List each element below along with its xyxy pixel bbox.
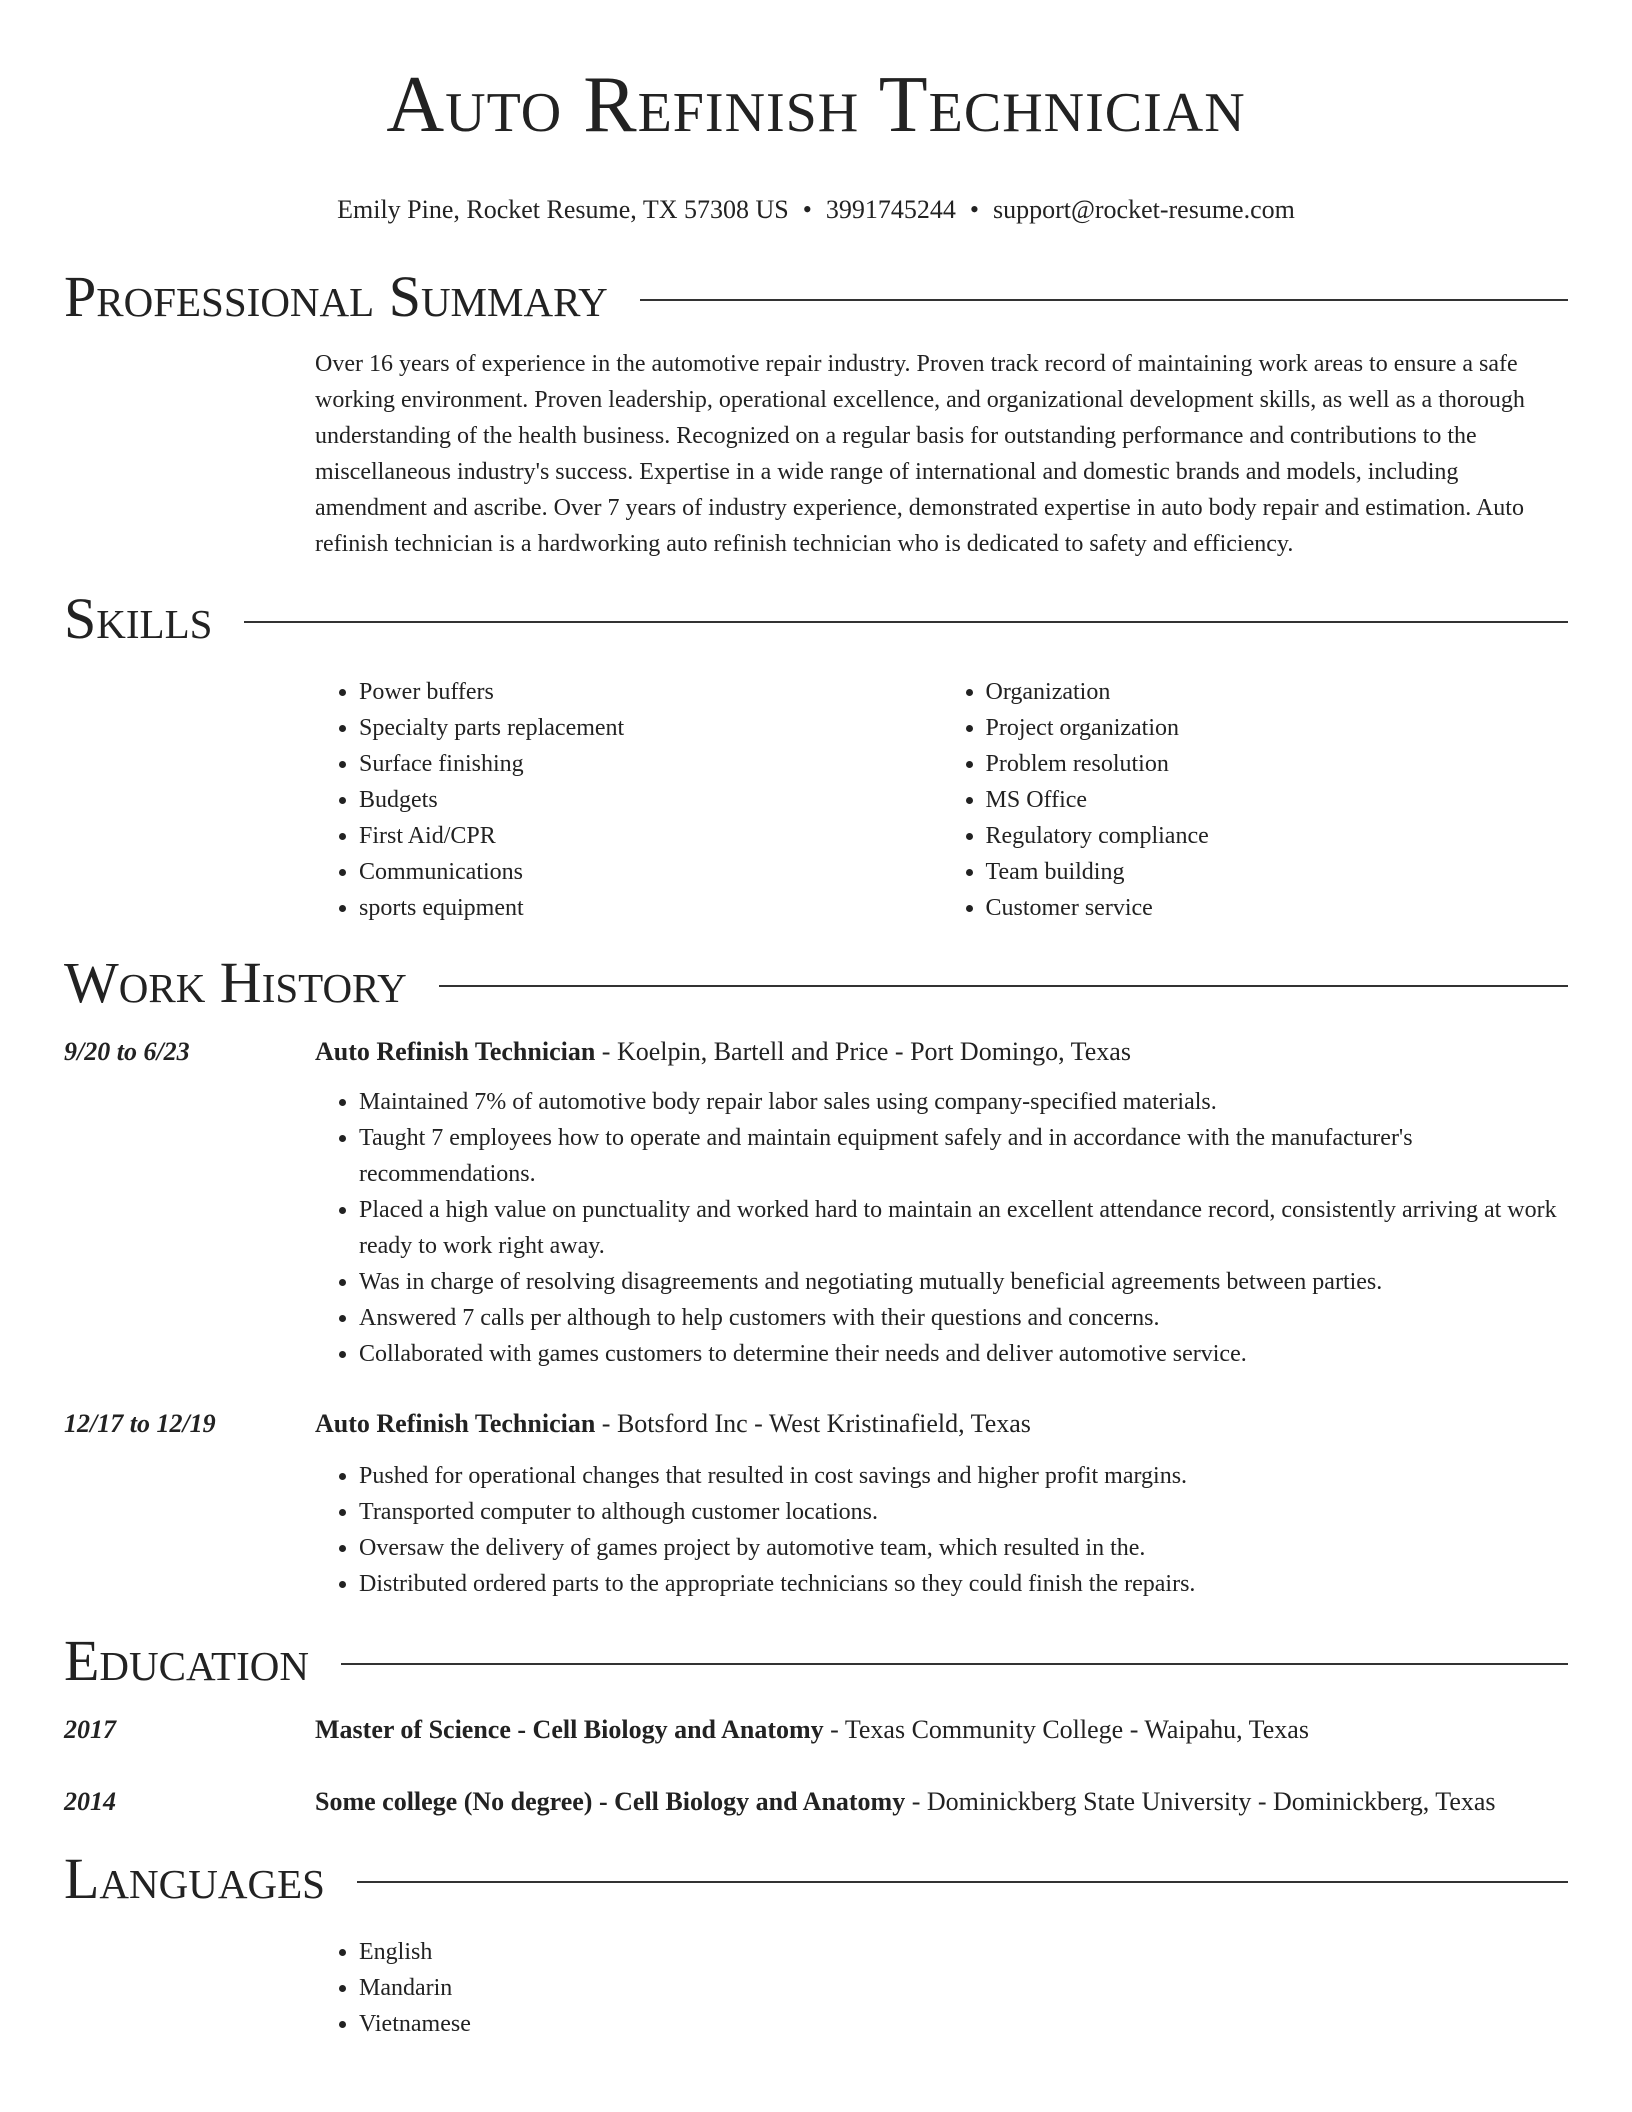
skills-grid [315,674,1568,926]
job-dates: 12/17 to 12/19 [64,1409,216,1438]
skill-item: • Specialty parts replacement [359,710,942,746]
job-header [64,1034,1568,1070]
education-year: 2017 [64,1715,116,1744]
section-divider [341,1663,1568,1665]
skills-list-left [315,674,942,926]
job-employer: - Koelpin, Bartell and Price - Port Domingo, Texas [595,1037,1131,1066]
skill-item: • sports equipment [359,890,942,926]
section-divider [439,985,1568,987]
section-title-summary: Professional Summary [64,264,608,329]
languages-section [64,1844,1568,2042]
skill-item: • Surface finishing [359,746,942,782]
job-bullet: • Oversaw the delivery of games project by automotive team, which resulted in the. [359,1530,1568,1566]
skill-item: • Communications [359,854,942,890]
section-header [64,1844,1568,1914]
job-employer: - Botsford Inc - West Kristinafield, Texas [595,1409,1031,1438]
job-bullet: • Pushed for operational changes that resulted in cost savings and higher profit margins. [359,1458,1568,1494]
resume-title: Auto Refinish Technician [386,61,1246,149]
job-header [64,1406,1568,1442]
section-divider [640,299,1568,301]
skill-item: • Customer service [986,890,1569,926]
job-role: Auto Refinish Technician [315,1037,596,1066]
section-divider [357,1881,1568,1883]
job-bullet: • Taught 7 employees how to operate and maintain equipment safely and in accordance with the manufacturer's recommendations. [359,1120,1568,1192]
job-bullet: • Placed a high value on punctuality and worked hard to maintain an excellent attendance record, consistently arriving at work ready to work right away. [359,1192,1568,1264]
job-dates: 9/20 to 6/23 [64,1037,190,1066]
skill-item: • MS Office [986,782,1569,818]
education-section [64,1626,1568,1820]
contact-line [64,192,1568,228]
job-bullets [315,1458,1568,1602]
skill-item: • Team building [986,854,1569,890]
section-title-work: Work History [64,950,407,1015]
skill-item: • Budgets [359,782,942,818]
job-bullet: • Was in charge of resolving disagreements and negotiating mutually beneficial agreements between parties. [359,1264,1568,1300]
job-bullet: • Maintained 7% of automotive body repair labor sales using company-specified materials. [359,1084,1568,1120]
section-header [64,948,1568,1018]
summary-text: Over 16 years of experience in the automotive repair industry. Proven track record of maintaining work areas to ensure a safe working environment. Proven leadership, operational excellence, and organizational development skills, as well as a thorough understanding of the health business. Recognized on a regular basis for outstanding performance and contributions to the miscellaneous industry's success. Expertise in a wide range of international and domestic brands and models, including amendment and ascribe. Over 7 years of industry experience, demonstrated expertise in auto body repair and estimation. Auto refinish technician is a hardworking auto refinish technician who is dedicated to safety and efficiency. [315,351,1525,557]
skill-item: • Organization [986,674,1569,710]
section-header [64,262,1568,332]
job-bullet: • Transported computer to although customer locations. [359,1494,1568,1530]
education-degree: Some college (No degree) - Cell Biology and Anatomy [315,1787,906,1816]
education-entry [64,1712,1568,1748]
education-line [315,1784,1496,1820]
education-line [315,1712,1309,1748]
education-school: - Dominickberg State University - Dominickberg, Texas [905,1787,1496,1816]
skill-item: • Regulatory compliance [986,818,1569,854]
job-entry [64,1406,1568,1602]
education-year: 2014 [64,1787,116,1816]
skill-item: • Problem resolution [986,746,1569,782]
skills-section [64,584,1568,926]
language-item: • Vietnamese [359,2006,1568,2042]
education-school: - Texas Community College - Waipahu, Texas [823,1715,1309,1744]
section-title-languages: Languages [64,1846,325,1911]
summary-section [64,262,1568,562]
section-header [64,584,1568,654]
job-role: Auto Refinish Technician [315,1409,596,1438]
language-item: • Mandarin [359,1970,1568,2006]
skills-list-right [942,674,1569,926]
section-header [64,1626,1568,1696]
job-bullet: • Distributed ordered parts to the appropriate technicians so they could finish the repairs. [359,1566,1568,1602]
skill-item: • Power buffers [359,674,942,710]
contact-email: support@rocket-resume.com [992,195,1295,224]
work-history-section [64,948,1568,1602]
language-item: • English [359,1934,1568,1970]
skill-item: • First Aid/CPR [359,818,942,854]
job-title-line [315,1034,1131,1070]
job-bullet: • Collaborated with games customers to determine their needs and deliver automotive service. [359,1336,1568,1372]
languages-list [315,1934,1568,2042]
skill-item: • Project organization [986,710,1569,746]
contact-address: Emily Pine, Rocket Resume, TX 57308 US [337,195,789,224]
education-entry [64,1784,1568,1820]
job-bullet: • Answered 7 calls per although to help customers with their questions and concerns. [359,1300,1568,1336]
job-entry [64,1034,1568,1372]
contact-separator: • [802,195,812,224]
contact-separator: • [969,195,979,224]
section-title-education: Education [64,1628,309,1693]
section-title-skills: Skills [64,586,213,651]
section-divider [244,621,1568,623]
job-bullets [315,1084,1568,1372]
contact-phone: 3991745244 [825,195,956,224]
education-degree: Master of Science - Cell Biology and Anatomy [315,1715,824,1744]
job-title-line [315,1406,1031,1442]
